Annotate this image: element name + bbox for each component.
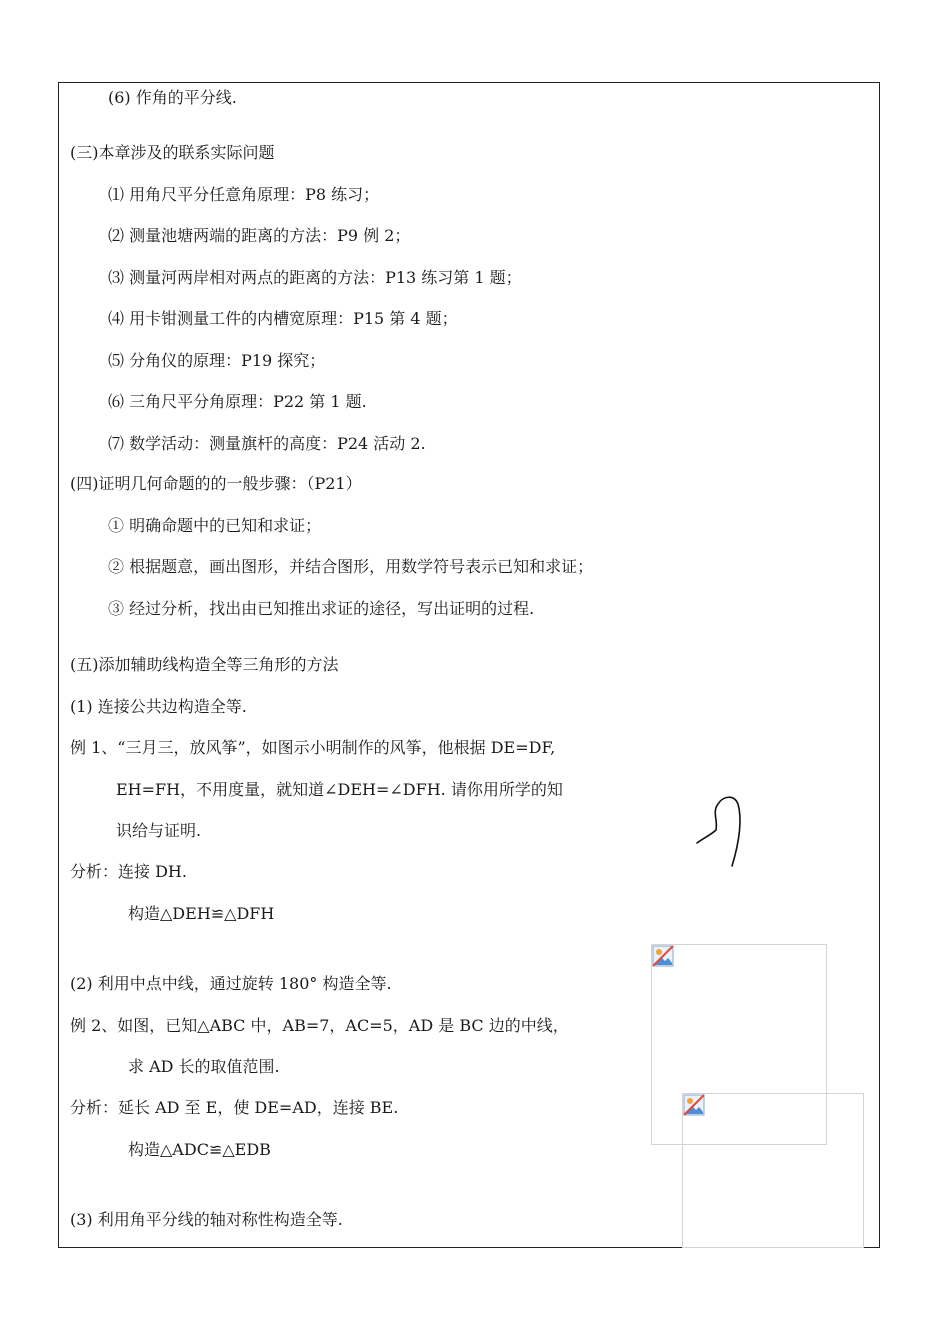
analysis-text: 分析：连接 DH. bbox=[70, 862, 187, 881]
example-text: 例 2、如图，已知△ABC 中，AB=7，AC=5，AD 是 BC 边的中线， bbox=[70, 1016, 569, 1035]
list-item: ⑴ 用角尺平分任意角原理：P8 练习； bbox=[108, 185, 380, 204]
text-line: (6) 作角的平分线. bbox=[108, 88, 237, 107]
figure-placeholder bbox=[682, 1093, 864, 1248]
text-line: (1) 连接公共边构造全等. bbox=[70, 697, 247, 716]
list-item: ③ 经过分析，找出由已知推出求证的途径，写出证明的过程. bbox=[108, 599, 535, 618]
example-text: 求 AD 长的取值范围. bbox=[128, 1057, 280, 1076]
analysis-text: 构造△DEH≌△DFH bbox=[128, 904, 275, 923]
list-item: ⑷ 用卡钳测量工件的内槽宽原理：P15 第 4 题； bbox=[108, 309, 458, 328]
example-text: EH=FH，不用度量，就知道∠DEH=∠DFH. 请你用所学的知 bbox=[116, 780, 563, 799]
broken-image-icon bbox=[652, 945, 674, 967]
list-item: ⑵ 测量池塘两端的距离的方法：P9 例 2； bbox=[108, 226, 411, 245]
list-item: ② 根据题意，画出图形，并结合图形，用数学符号表示已知和求证； bbox=[108, 557, 594, 576]
text-line: (3) 利用角平分线的轴对称性构造全等. bbox=[70, 1210, 343, 1229]
broken-image-icon bbox=[683, 1094, 705, 1116]
list-item: ⑹ 三角尺平分角原理：P22 第 1 题. bbox=[108, 392, 367, 411]
example-text: 例 1、“三月三，放风筝”，如图示小明制作的风筝，他根据 DE=DF, bbox=[70, 738, 556, 757]
handwritten-stroke bbox=[690, 790, 750, 870]
analysis-text: 构造△ADC≌△EDB bbox=[128, 1140, 271, 1159]
analysis-text: 分析：延长 AD 至 E，使 DE=AD，连接 BE. bbox=[70, 1098, 399, 1117]
list-item: ⑸ 分角仪的原理：P19 探究； bbox=[108, 351, 326, 370]
example-text: 识给与证明. bbox=[116, 821, 202, 840]
section-heading: (四)证明几何命题的的一般步骤：（P21） bbox=[70, 474, 362, 493]
list-item: ⑶ 测量河两岸相对两点的距离的方法：P13 练习第 1 题； bbox=[108, 268, 522, 287]
list-item: ⑺ 数学活动：测量旗杆的高度：P24 活动 2. bbox=[108, 434, 426, 453]
section-heading: (三)本章涉及的联系实际问题 bbox=[70, 143, 275, 162]
list-item: ① 明确命题中的已知和求证； bbox=[108, 516, 322, 535]
section-heading: (五)添加辅助线构造全等三角形的方法 bbox=[70, 655, 339, 674]
text-line: (2) 利用中点中线，通过旋转 180° 构造全等. bbox=[70, 974, 392, 993]
